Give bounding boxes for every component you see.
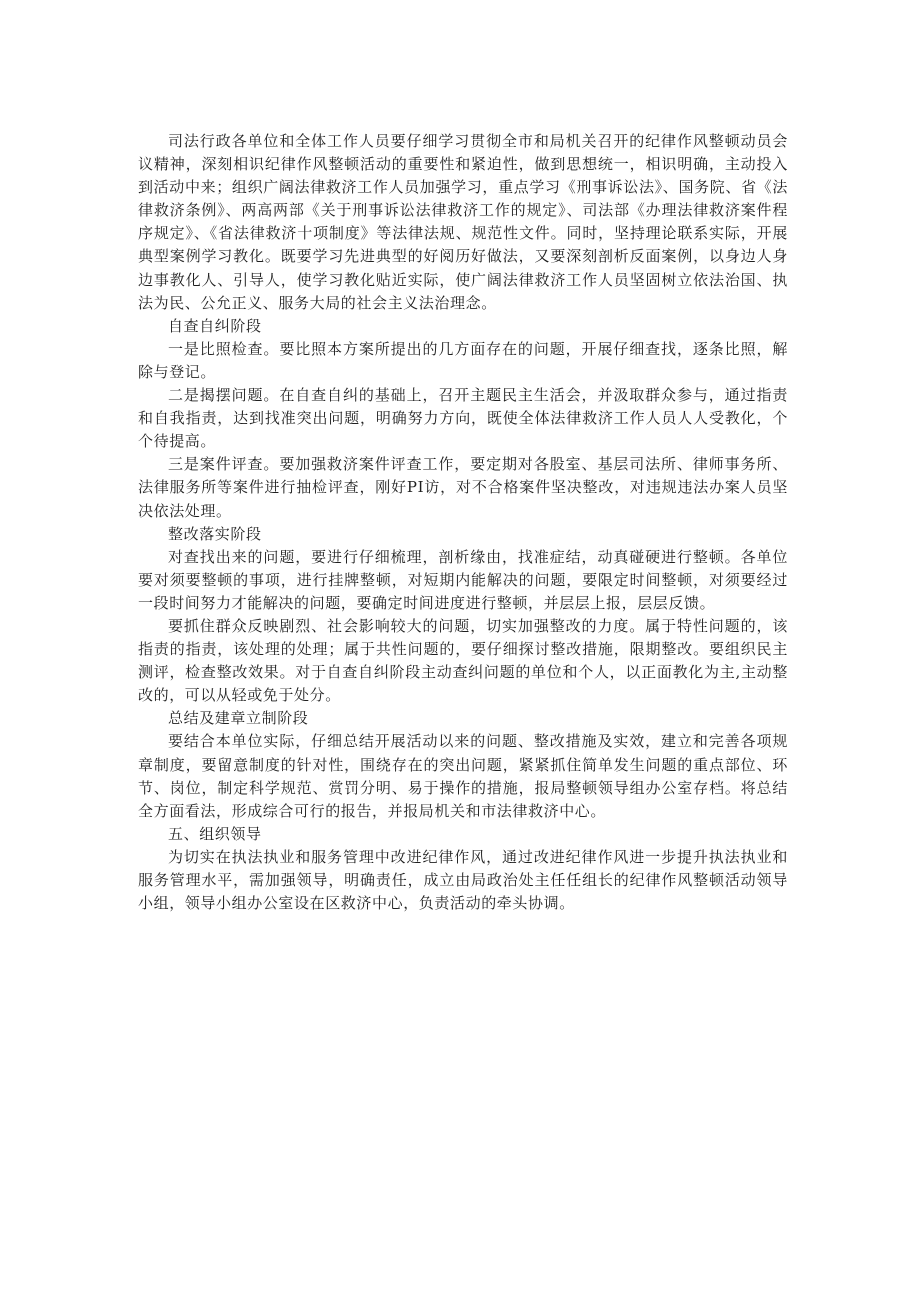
paragraph-summary-rules: 要结合本单位实际，仔细总结开展活动以来的问题、整改措施及实效，建立和完善各项规章制度，要留意制度的针对性，围绕存在的突出问题，紧紧抓住简单发生问题的重点部位、环节、岗位，制定科学规范、赏罚分明、易于操作的措施，报局整顿领导组办公室存档。将总结全方面看法，形成综合可行的报告，并报局机关和市法律救济中心。 bbox=[138, 732, 788, 820]
document-body bbox=[138, 130, 788, 915]
heading-summary-stage: 总结及建章立制阶段 bbox=[168, 709, 309, 728]
paragraph-rectify-problems: 对查找出来的问题，要进行仔细梳理，剖析缘由，找准症结，动真碰硬进行整顿。各单位要对须要整顿的事项，进行挂牌整顿，对短期内能解决的问题，要限定时间整顿，对须要经过一段时间努力才能解决的问题，要确定时间进度进行整顿，并层层上报，层层反馈。 bbox=[138, 547, 788, 612]
heading-self-inspection-stage: 自查自纠阶段 bbox=[168, 316, 262, 335]
paragraph-leadership-group: 为切实在执法执业和服务管理中改进纪律作风，通过改进纪律作风进一步提升执法执业和服务管理水平，需加强领导，明确责任，成立由局政治处主任任组长的纪律作风整顿活动领导小组，领导小组办公室设在区救济中心，负责活动的牵头协调。 bbox=[138, 847, 788, 913]
heading-rectification-stage: 整改落实阶段 bbox=[168, 524, 262, 543]
paragraph-study-education: 司法行政各单位和全体工作人员要仔细学习贯彻全市和局机关召开的纪律作风整顿动员会议精神，深刻相识纪律作风整顿活动的重要性和紧迫性，做到思想统一，相识明确，主动投入到活动中来；组织广阔法律救济工作人员加强学习，重点学习《刑事诉讼法》、国务院、省《法律救济条例》、两高两部《关于刑事诉讼法律救济工作的规定》、司法部《办理法律救济案件程序规定》、《省法律救济十项制度》等法律法规、规范性文件。同时，坚持理论联系实际，开展典型案例学习教化。既要学习先进典型的好阅历好做法，又要深刻剖析反面案例，以身边人身边事教化人、引导人，使学习教化贴近实际，使广阔法律救济工作人员坚固树立依法治国、执法为民、公允正义、服务大局的社会主义法治理念。 bbox=[138, 132, 788, 312]
paragraph-comparison-check: 一是比照检查。要比照本方案所提出的几方面存在的问题，开展仔细查找，逐条比照，解除与登记。 bbox=[138, 339, 788, 381]
paragraph-case-review: 三是案件评查。要加强救济案件评查工作，要定期对各股室、基层司法所、律师事务所、法律服务所等案件进行抽检评查，刚好PI访，对不合格案件坚决整改，对违规违法办案人员坚决依法处理。 bbox=[138, 455, 788, 520]
heading-organization-leadership: 五、组织领导 bbox=[168, 824, 262, 843]
paragraph-expose-problems: 二是揭摆问题。在自查自纠的基础上，召开主题民主生活会，并汲取群众参与，通过指责和自我指责，达到找准突出问题，明确努力方向，既使全体法律救济工作人员人人受教化，个个待提高。 bbox=[138, 386, 788, 451]
paragraph-public-concerns: 要抓住群众反映剧烈、社会影响较大的问题，切实加强整改的力度。属于特性问题的，该指责的指责，该处理的处理；属于共性问题的，要仔细探讨整改措施，限期整改。要组织民主测评，检查整改效果。对于自查自纠阶段主动查纠问题的单位和个人，以正面教化为主,主动整改的，可以从轻或免于处分。 bbox=[138, 616, 788, 705]
